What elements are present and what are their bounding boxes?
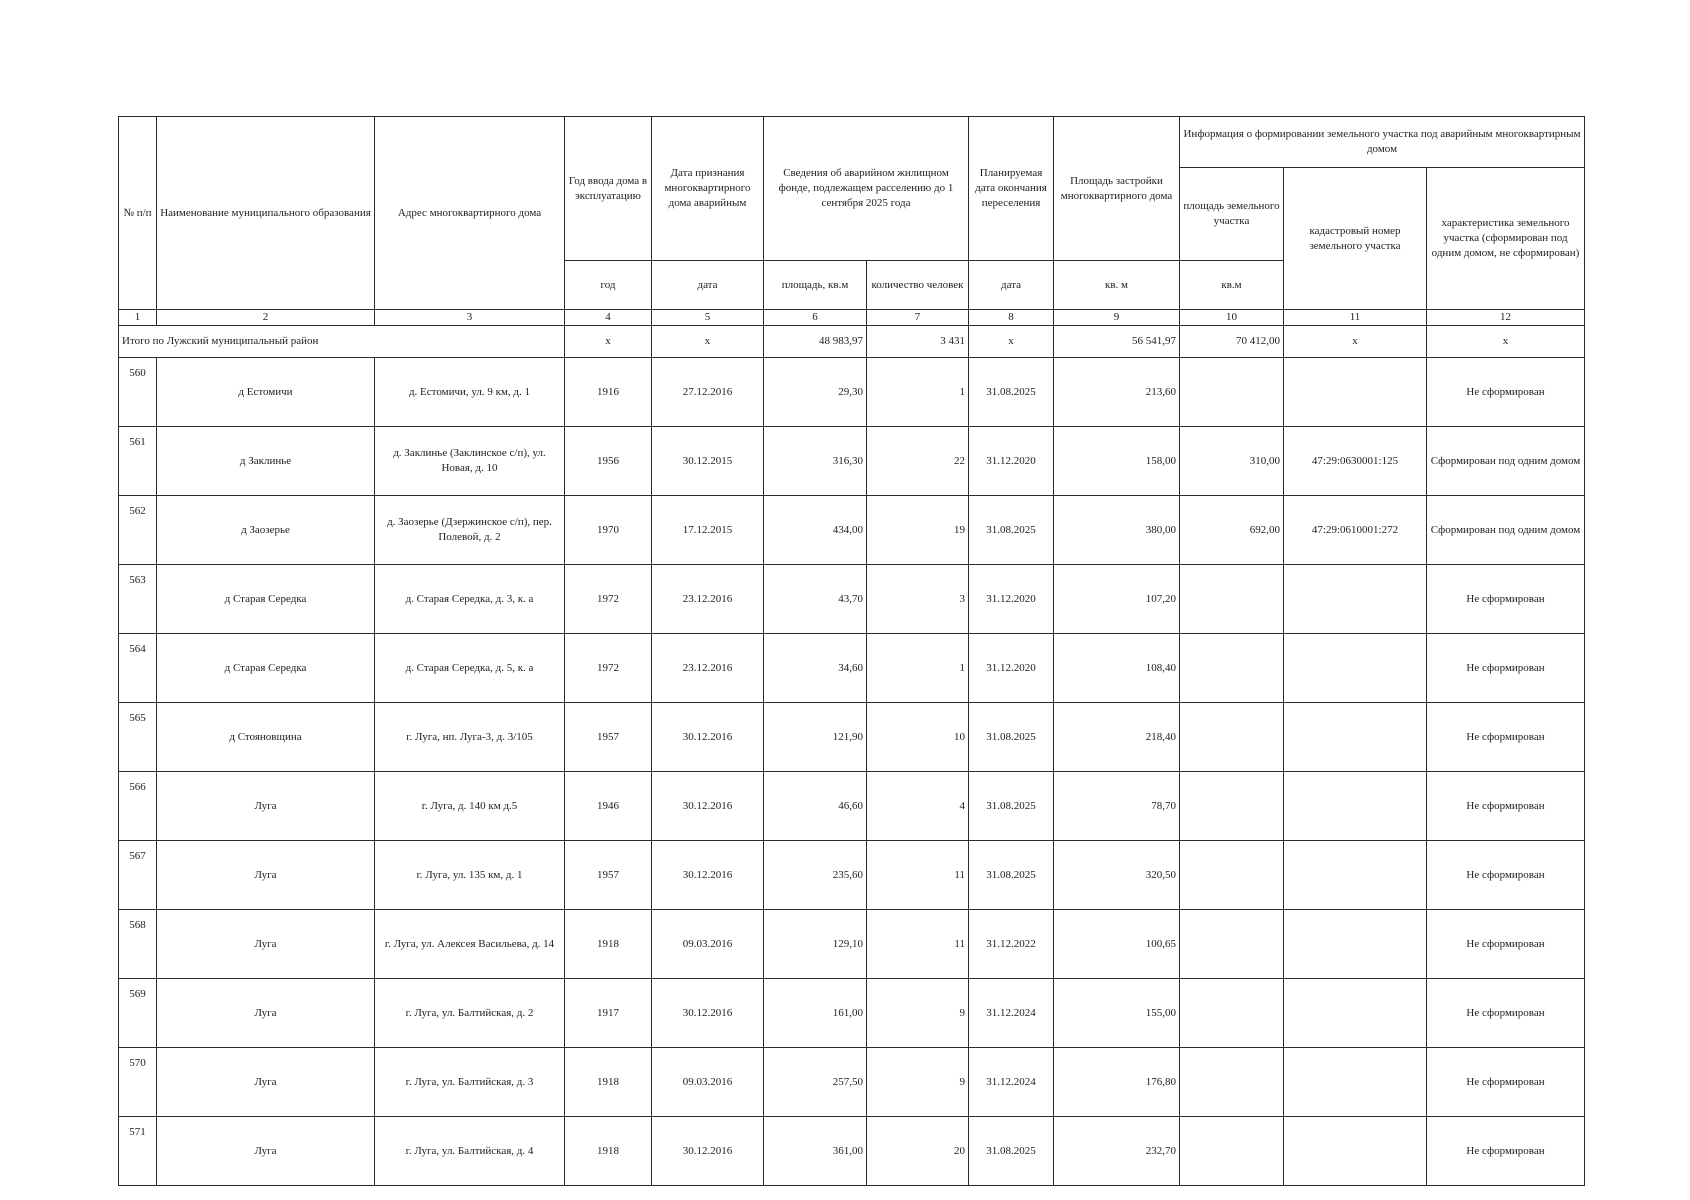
cadastral-cell: 47:29:0610001:272 <box>1284 496 1427 565</box>
row-number: 569 <box>119 979 157 1048</box>
building-area-cell: 158,00 <box>1054 427 1180 496</box>
cadastral-cell <box>1284 358 1427 427</box>
people-cell: 20 <box>867 1117 969 1186</box>
municipality-cell: д Старая Середка <box>157 634 375 703</box>
people-cell: 22 <box>867 427 969 496</box>
year-cell: 1957 <box>565 703 652 772</box>
year-cell: 1972 <box>565 634 652 703</box>
total-building-area: 56 541,97 <box>1054 326 1180 358</box>
address-cell: г. Луга, ул. Балтийская, д. 4 <box>375 1117 565 1186</box>
table-row <box>119 496 1585 565</box>
cadastral-cell <box>1284 703 1427 772</box>
area-cell: 235,60 <box>764 841 867 910</box>
unit-planned-date: дата <box>969 261 1054 310</box>
year-cell: 1946 <box>565 772 652 841</box>
address-cell: д. Старая Середка, д. 5, к. а <box>375 634 565 703</box>
total-cadastral: x <box>1284 326 1427 358</box>
header-planned-date: Планируемая дата окончания переселения <box>969 117 1054 261</box>
municipality-cell: Луга <box>157 1048 375 1117</box>
row-number: 566 <box>119 772 157 841</box>
recognition-date-cell: 09.03.2016 <box>652 1048 764 1117</box>
building-area-cell: 218,40 <box>1054 703 1180 772</box>
cadastral-cell <box>1284 565 1427 634</box>
cadastral-cell <box>1284 1117 1427 1186</box>
area-cell: 29,30 <box>764 358 867 427</box>
recognition-date-cell: 30.12.2016 <box>652 979 764 1048</box>
column-number: 7 <box>867 310 969 326</box>
header-recognition-date: Дата признания многоквартирного дома аварийным <box>652 117 764 261</box>
people-cell: 9 <box>867 1048 969 1117</box>
header-land-info: Информация о формировании земельного участка под аварийным многоквартирным домом <box>1180 117 1585 168</box>
year-cell: 1916 <box>565 358 652 427</box>
year-cell: 1972 <box>565 565 652 634</box>
municipality-cell: д Заозерье <box>157 496 375 565</box>
area-cell: 161,00 <box>764 979 867 1048</box>
column-numbers-row <box>119 310 1585 326</box>
total-row <box>119 326 1585 358</box>
cadastral-cell <box>1284 634 1427 703</box>
people-cell: 1 <box>867 634 969 703</box>
row-number: 564 <box>119 634 157 703</box>
area-cell: 316,30 <box>764 427 867 496</box>
address-cell: г. Луга, ул. Алексея Васильева, д. 14 <box>375 910 565 979</box>
municipality-cell: Луга <box>157 841 375 910</box>
planned-date-cell: 31.08.2025 <box>969 496 1054 565</box>
cadastral-cell <box>1284 979 1427 1048</box>
row-number: 565 <box>119 703 157 772</box>
row-number: 568 <box>119 910 157 979</box>
row-number: 563 <box>119 565 157 634</box>
land-characteristic-cell: Не сформирован <box>1427 703 1585 772</box>
header-cadastral: кадастровый номер земельного участка <box>1284 168 1427 310</box>
land-characteristic-cell: Не сформирован <box>1427 841 1585 910</box>
land-area-cell <box>1180 634 1284 703</box>
total-land-area: 70 412,00 <box>1180 326 1284 358</box>
land-area-cell <box>1180 910 1284 979</box>
area-cell: 43,70 <box>764 565 867 634</box>
header-year: Год ввода дома в эксплуатацию <box>565 117 652 261</box>
land-characteristic-cell: Не сформирован <box>1427 634 1585 703</box>
table-header <box>119 117 1585 326</box>
row-number: 562 <box>119 496 157 565</box>
people-cell: 11 <box>867 841 969 910</box>
address-cell: г. Луга, ул. 135 км, д. 1 <box>375 841 565 910</box>
land-area-cell: 310,00 <box>1180 427 1284 496</box>
column-number: 4 <box>565 310 652 326</box>
recognition-date-cell: 30.12.2016 <box>652 1117 764 1186</box>
area-cell: 434,00 <box>764 496 867 565</box>
people-cell: 19 <box>867 496 969 565</box>
unit-land-sqm: кв.м <box>1180 261 1284 310</box>
column-number: 2 <box>157 310 375 326</box>
year-cell: 1917 <box>565 979 652 1048</box>
year-cell: 1918 <box>565 1117 652 1186</box>
recognition-date-cell: 30.12.2016 <box>652 703 764 772</box>
people-cell: 9 <box>867 979 969 1048</box>
header-emergency-fund: Сведения об аварийном жилищном фонде, подлежащем расселению до 1 сентября 2025 года <box>764 117 969 261</box>
address-cell: г. Луга, д. 140 км д.5 <box>375 772 565 841</box>
land-characteristic-cell: Сформирован под одним домом <box>1427 496 1585 565</box>
building-area-cell: 213,60 <box>1054 358 1180 427</box>
header-address: Адрес многоквартирного дома <box>375 117 565 310</box>
recognition-date-cell: 27.12.2016 <box>652 358 764 427</box>
people-cell: 1 <box>867 358 969 427</box>
table-row <box>119 634 1585 703</box>
row-number: 571 <box>119 1117 157 1186</box>
building-area-cell: 155,00 <box>1054 979 1180 1048</box>
land-area-cell <box>1180 565 1284 634</box>
cadastral-cell <box>1284 772 1427 841</box>
municipality-cell: Луга <box>157 979 375 1048</box>
total-area: 48 983,97 <box>764 326 867 358</box>
land-area-cell <box>1180 1117 1284 1186</box>
land-characteristic-cell: Не сформирован <box>1427 979 1585 1048</box>
address-cell: д. Заклинье (Заклинское с/п), ул. Новая, д. 10 <box>375 427 565 496</box>
land-area-cell <box>1180 979 1284 1048</box>
planned-date-cell: 31.08.2025 <box>969 358 1054 427</box>
planned-date-cell: 31.12.2024 <box>969 979 1054 1048</box>
building-area-cell: 176,80 <box>1054 1048 1180 1117</box>
table-row <box>119 979 1585 1048</box>
table-row <box>119 1117 1585 1186</box>
table-row <box>119 841 1585 910</box>
people-cell: 4 <box>867 772 969 841</box>
table-row <box>119 772 1585 841</box>
cadastral-cell <box>1284 1048 1427 1117</box>
building-area-cell: 380,00 <box>1054 496 1180 565</box>
column-number: 10 <box>1180 310 1284 326</box>
cadastral-cell <box>1284 841 1427 910</box>
land-area-cell <box>1180 841 1284 910</box>
unit-people: количество человек <box>867 261 969 310</box>
municipality-cell: д Естомичи <box>157 358 375 427</box>
table-row <box>119 910 1585 979</box>
building-area-cell: 108,40 <box>1054 634 1180 703</box>
municipality-cell: Луга <box>157 1117 375 1186</box>
address-cell: д. Естомичи, ул. 9 км, д. 1 <box>375 358 565 427</box>
area-cell: 34,60 <box>764 634 867 703</box>
planned-date-cell: 31.08.2025 <box>969 703 1054 772</box>
column-number: 3 <box>375 310 565 326</box>
planned-date-cell: 31.08.2025 <box>969 772 1054 841</box>
area-cell: 129,10 <box>764 910 867 979</box>
municipality-cell: д Стояновщина <box>157 703 375 772</box>
address-cell: г. Луга, ул. Балтийская, д. 3 <box>375 1048 565 1117</box>
column-number: 8 <box>969 310 1054 326</box>
people-cell: 11 <box>867 910 969 979</box>
row-number: 567 <box>119 841 157 910</box>
land-area-cell <box>1180 1048 1284 1117</box>
housing-table <box>118 116 1585 1186</box>
people-cell: 10 <box>867 703 969 772</box>
planned-date-cell: 31.12.2024 <box>969 1048 1054 1117</box>
municipality-cell: д Старая Середка <box>157 565 375 634</box>
header-land-characteristic: характеристика земельного участка (сформирован под одним домом, не сформирован) <box>1427 168 1585 310</box>
recognition-date-cell: 23.12.2016 <box>652 565 764 634</box>
recognition-date-cell: 30.12.2016 <box>652 772 764 841</box>
recognition-date-cell: 23.12.2016 <box>652 634 764 703</box>
table-row <box>119 358 1585 427</box>
land-characteristic-cell: Не сформирован <box>1427 358 1585 427</box>
building-area-cell: 320,50 <box>1054 841 1180 910</box>
cadastral-cell: 47:29:0630001:125 <box>1284 427 1427 496</box>
column-number: 5 <box>652 310 764 326</box>
land-area-cell <box>1180 358 1284 427</box>
land-area-cell <box>1180 772 1284 841</box>
people-cell: 3 <box>867 565 969 634</box>
planned-date-cell: 31.12.2020 <box>969 427 1054 496</box>
total-label: Итого по Лужский муниципальный район <box>119 326 565 358</box>
land-characteristic-cell: Не сформирован <box>1427 910 1585 979</box>
land-characteristic-cell: Не сформирован <box>1427 772 1585 841</box>
address-cell: д. Заозерье (Дзержинское с/п), пер. Полевой, д. 2 <box>375 496 565 565</box>
planned-date-cell: 31.12.2022 <box>969 910 1054 979</box>
cadastral-cell <box>1284 910 1427 979</box>
year-cell: 1918 <box>565 1048 652 1117</box>
column-number: 11 <box>1284 310 1427 326</box>
total-planned: x <box>969 326 1054 358</box>
total-land-characteristic: x <box>1427 326 1585 358</box>
planned-date-cell: 31.08.2025 <box>969 1117 1054 1186</box>
area-cell: 46,60 <box>764 772 867 841</box>
row-number: 561 <box>119 427 157 496</box>
building-area-cell: 100,65 <box>1054 910 1180 979</box>
year-cell: 1957 <box>565 841 652 910</box>
year-cell: 1956 <box>565 427 652 496</box>
municipality-cell: Луга <box>157 910 375 979</box>
recognition-date-cell: 30.12.2016 <box>652 841 764 910</box>
total-people: 3 431 <box>867 326 969 358</box>
municipality-cell: Луга <box>157 772 375 841</box>
building-area-cell: 107,20 <box>1054 565 1180 634</box>
area-cell: 361,00 <box>764 1117 867 1186</box>
recognition-date-cell: 17.12.2015 <box>652 496 764 565</box>
total-year: x <box>565 326 652 358</box>
year-cell: 1970 <box>565 496 652 565</box>
unit-year: год <box>565 261 652 310</box>
land-area-cell <box>1180 703 1284 772</box>
recognition-date-cell: 30.12.2015 <box>652 427 764 496</box>
column-number: 9 <box>1054 310 1180 326</box>
land-characteristic-cell: Сформирован под одним домом <box>1427 427 1585 496</box>
column-number: 6 <box>764 310 867 326</box>
recognition-date-cell: 09.03.2016 <box>652 910 764 979</box>
building-area-cell: 78,70 <box>1054 772 1180 841</box>
planned-date-cell: 31.08.2025 <box>969 841 1054 910</box>
land-characteristic-cell: Не сформирован <box>1427 1117 1585 1186</box>
planned-date-cell: 31.12.2020 <box>969 634 1054 703</box>
address-cell: г. Луга, нп. Луга-3, д. 3/105 <box>375 703 565 772</box>
unit-area: площадь, кв.м <box>764 261 867 310</box>
area-cell: 121,90 <box>764 703 867 772</box>
header-num: № п/п <box>119 117 157 310</box>
column-number: 1 <box>119 310 157 326</box>
planned-date-cell: 31.12.2020 <box>969 565 1054 634</box>
total-date: x <box>652 326 764 358</box>
header-land-area: площадь земельного участка <box>1180 168 1284 261</box>
land-area-cell: 692,00 <box>1180 496 1284 565</box>
row-number: 570 <box>119 1048 157 1117</box>
year-cell: 1918 <box>565 910 652 979</box>
table-row <box>119 427 1585 496</box>
municipality-cell: д Заклинье <box>157 427 375 496</box>
header-municipality: Наименование муниципального образования <box>157 117 375 310</box>
table-row <box>119 1048 1585 1117</box>
area-cell: 257,50 <box>764 1048 867 1117</box>
address-cell: д. Старая Середка, д. 3, к. а <box>375 565 565 634</box>
table-row <box>119 565 1585 634</box>
header-building-area: Площадь застройки многоквартирного дома <box>1054 117 1180 261</box>
table-body <box>119 326 1585 1186</box>
land-characteristic-cell: Не сформирован <box>1427 565 1585 634</box>
unit-building-sqm: кв. м <box>1054 261 1180 310</box>
address-cell: г. Луга, ул. Балтийская, д. 2 <box>375 979 565 1048</box>
column-number: 12 <box>1427 310 1585 326</box>
row-number: 560 <box>119 358 157 427</box>
building-area-cell: 232,70 <box>1054 1117 1180 1186</box>
land-characteristic-cell: Не сформирован <box>1427 1048 1585 1117</box>
table-row <box>119 703 1585 772</box>
unit-date: дата <box>652 261 764 310</box>
